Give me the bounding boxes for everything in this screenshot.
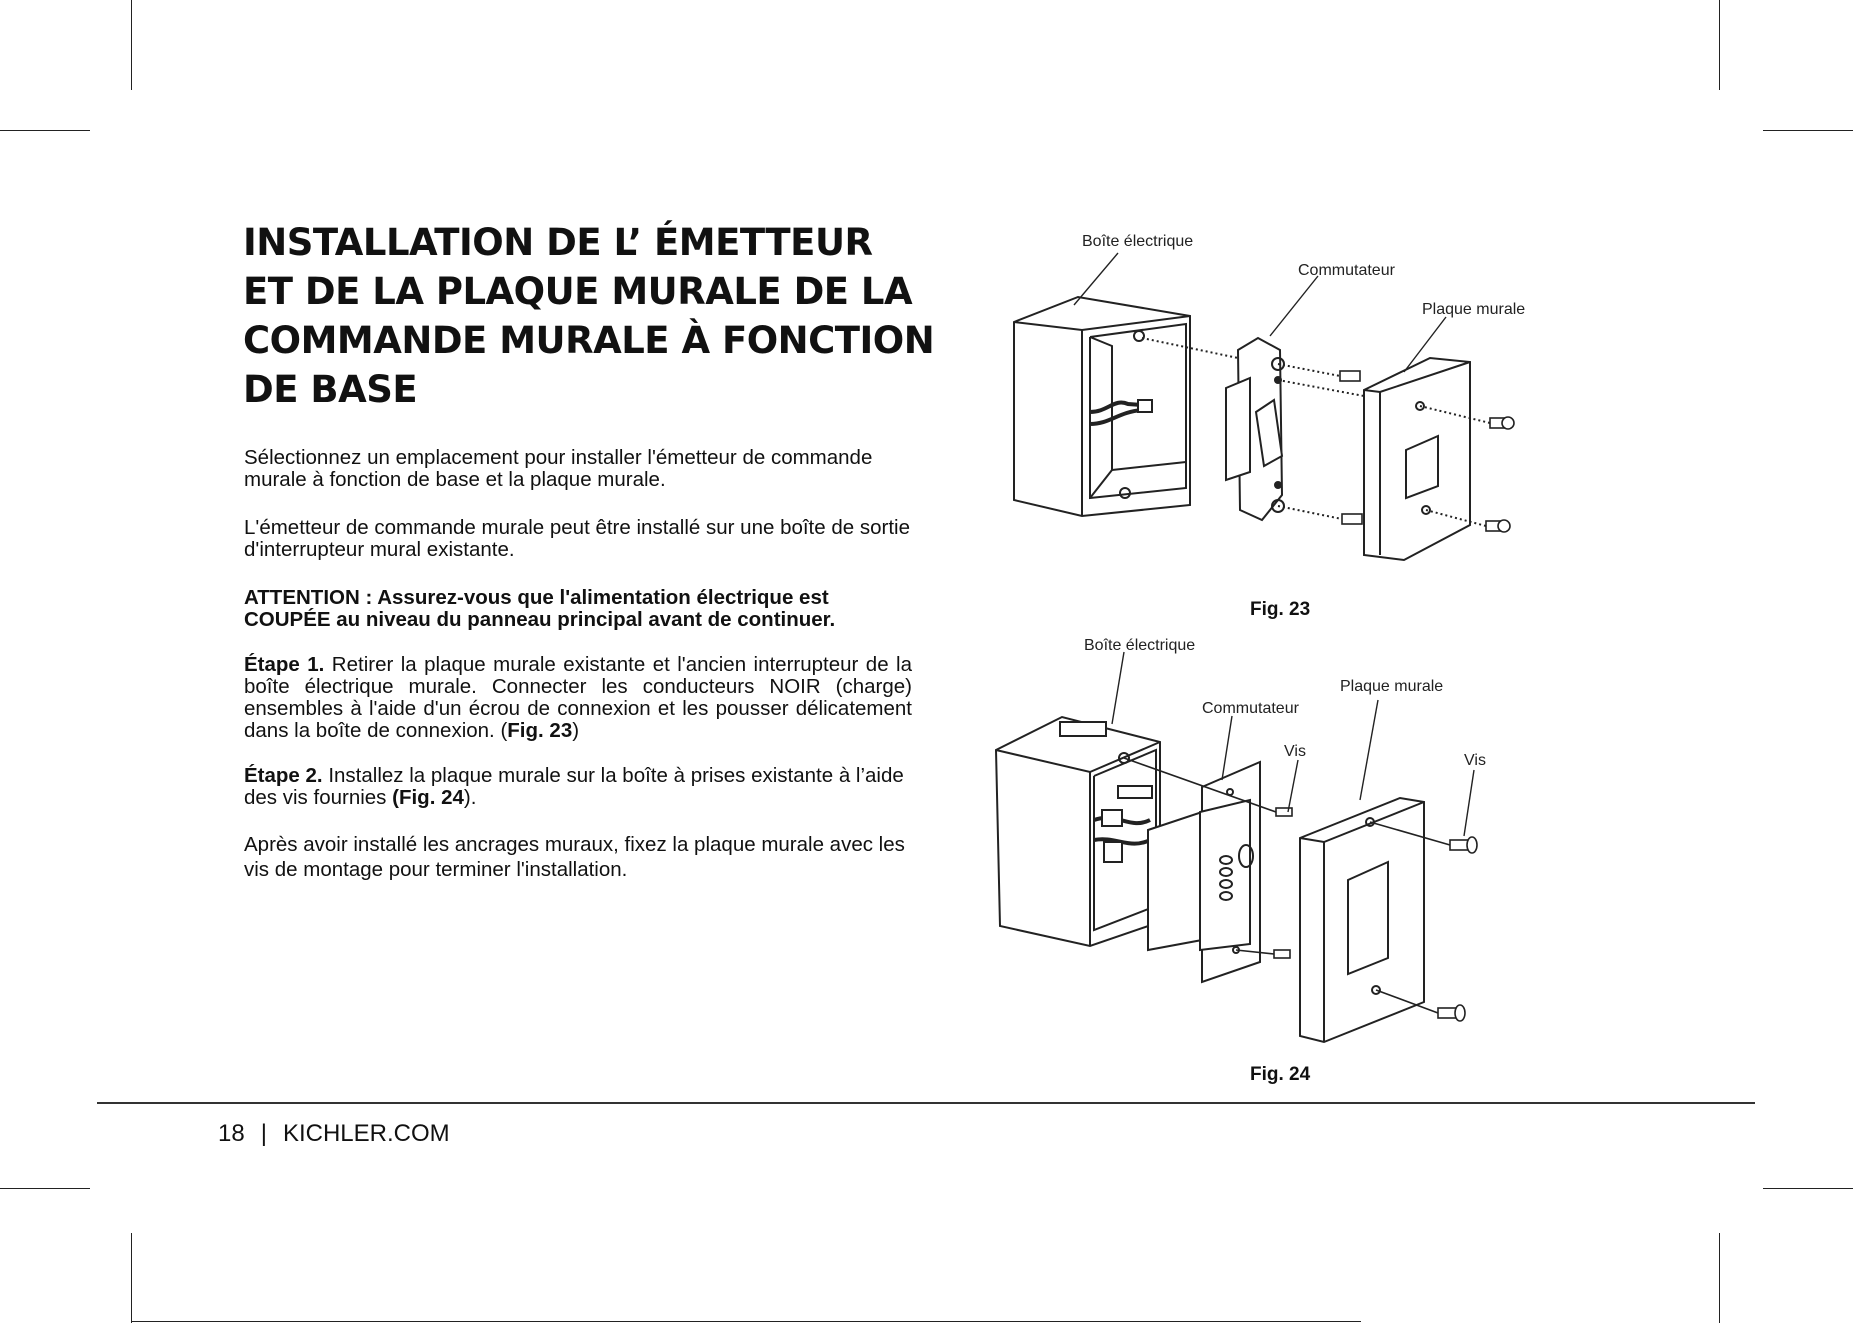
footer-site: KICHLER.COM bbox=[282, 1120, 450, 1147]
step-1-text: Retirer la plaque murale existante et l'ancien interrupteur de la boîte électrique murale. Connecter les conducteurs NOIR (charge) ensembles à l'aide d'un écrou de connexion et les pousser délicatement dans la boîte de connexion. ( bbox=[244, 653, 912, 742]
footer-rule bbox=[97, 1102, 1755, 1104]
fig23-electrical-box bbox=[1014, 297, 1190, 516]
fig24-label-switch: Commutateur bbox=[1202, 700, 1299, 717]
title-line: COMMANDE MURALE À FONCTION bbox=[243, 319, 935, 362]
fig23-wall-plate bbox=[1364, 358, 1470, 560]
step-1-fig-ref: Fig. 23 bbox=[507, 719, 573, 742]
intro-paragraph: Sélectionnez un emplacement pour installer l'émetteur de commande murale à fonction de base et la plaque murale. bbox=[244, 446, 873, 491]
step-2-fig-ref: (Fig. 24 bbox=[392, 786, 464, 809]
fig23-diagram bbox=[1014, 253, 1514, 560]
step-1-label: Étape 1. bbox=[244, 653, 325, 676]
attention-warning: ATTENTION : Assurez-vous que l'alimentation électrique est COUPÉE au niveau du panneau principal avant de continuer. bbox=[244, 586, 836, 631]
fig23-switch bbox=[1226, 338, 1284, 520]
step-2-end: ). bbox=[463, 786, 477, 809]
title-line: ET DE LA PLAQUE MURALE DE LA bbox=[243, 270, 913, 313]
fig23-label-switch: Commutateur bbox=[1298, 262, 1395, 279]
box-paragraph: L'émetteur de commande murale peut être installé sur une boîte de sortie d'interrupteur mural existante. bbox=[244, 516, 910, 561]
fig23-caption: Fig. 23 bbox=[1250, 599, 1311, 620]
fig24-label-screw: Vis bbox=[1464, 752, 1486, 769]
step-1-end: ) bbox=[572, 719, 580, 742]
final-paragraph: Après avoir installé les ancrages muraux, fixez la plaque murale avec les vis de montage pour terminer l'installation. bbox=[244, 833, 905, 881]
title-line: DE BASE bbox=[243, 368, 418, 411]
fig24-label-plate: Plaque murale bbox=[1340, 678, 1444, 695]
fig24-caption: Fig. 24 bbox=[1250, 1064, 1311, 1085]
fig24-label-screw: Vis bbox=[1284, 743, 1306, 760]
title-line: INSTALLATION DE L’ ÉMETTEUR bbox=[243, 221, 873, 264]
footer bbox=[218, 1120, 450, 1148]
step-2-text: Installez la plaque murale sur la boîte à prises existante à l’aide des vis fournies bbox=[244, 764, 904, 809]
fig24-electrical-box bbox=[996, 717, 1160, 946]
step-2-label: Étape 2. bbox=[244, 764, 323, 787]
fig24-switch bbox=[1148, 762, 1260, 982]
fig23-label-plate: Plaque murale bbox=[1422, 301, 1526, 318]
fig24-label-box: Boîte électrique bbox=[1084, 637, 1196, 654]
fig23-label-box: Boîte électrique bbox=[1082, 233, 1194, 250]
fig24-wall-plate bbox=[1300, 798, 1424, 1042]
footer-separator: | bbox=[260, 1120, 267, 1147]
page-number: 18 bbox=[218, 1120, 245, 1147]
